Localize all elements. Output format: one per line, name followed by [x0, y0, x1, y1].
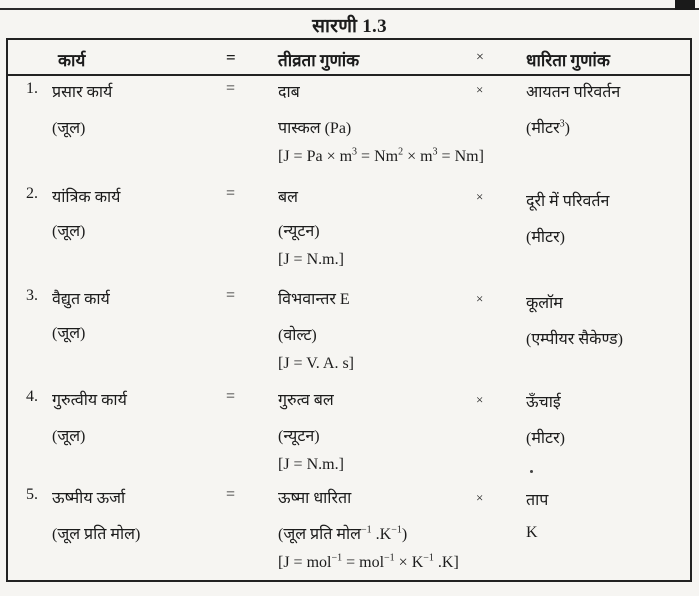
table-header-row	[8, 40, 690, 76]
row-number: 1.	[26, 80, 38, 97]
unit-relation: [J = N.m.]	[278, 251, 344, 268]
header-work: कार्य	[58, 51, 86, 70]
header-intensity-factor: तीव्रता गुणांक	[278, 51, 360, 70]
intensity-factor: विभवान्तर E	[278, 291, 350, 308]
work-unit: (जूल प्रति मोल)	[52, 526, 141, 543]
work-name: प्रसार कार्य	[52, 84, 113, 101]
capacity-factor: कूलॉम	[526, 295, 563, 312]
capacity-unit: (मीटर)	[526, 430, 565, 447]
work-name: यांत्रिक कार्य	[52, 189, 121, 206]
page-top-rule	[0, 0, 699, 10]
equals-sign: =	[226, 486, 236, 503]
work-unit: (जूल)	[52, 428, 86, 445]
times-sign: ×	[476, 291, 484, 306]
intensity-unit: पास्कल (Pa)	[278, 120, 352, 137]
equals-sign: =	[226, 388, 236, 405]
intensity-unit: (वोल्ट)	[278, 327, 317, 344]
equals-sign: =	[226, 185, 236, 202]
equals-sign: =	[226, 287, 236, 304]
row-number: 4.	[26, 388, 38, 405]
times-sign: ×	[476, 490, 484, 505]
intensity-factor: गुरुत्व बल	[278, 392, 334, 409]
work-name: ऊष्मीय ऊर्जा	[52, 490, 126, 507]
times-sign: ×	[476, 392, 484, 407]
unit-relation: [$J = mol^{-1} = mol^{-1} \times K^{-1}$ .K]	[278, 552, 459, 571]
row-number: 3.	[26, 287, 38, 304]
work-name: वैद्युत कार्य	[52, 291, 110, 308]
unit-relation: [J = N.m.]	[278, 456, 344, 473]
capacity-factor: दूरी में परिवर्तन	[526, 193, 610, 210]
times-sign: ×	[476, 189, 484, 204]
intensity-factor: दाब	[278, 84, 300, 101]
page-corner-mark	[675, 0, 695, 10]
capacity-unit: (मीटर)	[526, 229, 565, 246]
print-speck	[530, 470, 533, 473]
times-sign: ×	[476, 82, 484, 97]
capacity-factor: आयतन परिवर्तन	[526, 84, 621, 101]
intensity-factor: बल	[278, 189, 298, 206]
capacity-factor: ऊँचाई	[526, 394, 561, 411]
work-name: गुरुत्वीय कार्य	[52, 392, 127, 409]
intensity-unit: (न्यूटन)	[278, 428, 320, 445]
capacity-unit: (मीटर$^3$)	[526, 118, 570, 137]
header-equals: =	[226, 48, 236, 67]
intensity-unit: (जूल प्रति मोल$^{-1}$ $.K^{-1}$)	[278, 524, 408, 543]
unit-relation: $[J = Pa \times m^3 = Nm^2 \times m^3 = Nm]$	[278, 146, 484, 165]
work-unit: (जूल)	[52, 120, 86, 137]
work-table	[6, 38, 692, 582]
work-unit: (जूल)	[52, 325, 86, 342]
capacity-factor: ताप	[526, 492, 549, 509]
row-number: 5.	[26, 486, 38, 503]
unit-relation: [J = V. A. s]	[278, 355, 355, 372]
row-number: 2.	[26, 185, 38, 202]
equals-sign: =	[226, 80, 236, 97]
table-title: सारणी 1.3	[312, 16, 387, 37]
capacity-unit: K	[526, 524, 538, 541]
intensity-unit: (न्यूटन)	[278, 223, 320, 240]
intensity-factor: ऊष्मा धारिता	[278, 490, 352, 507]
header-times: ×	[476, 50, 484, 65]
work-unit: (जूल)	[52, 223, 86, 240]
capacity-unit: (एम्पीयर सैकेण्ड)	[526, 331, 623, 348]
header-capacity-factor: धारिता गुणांक	[526, 51, 610, 70]
